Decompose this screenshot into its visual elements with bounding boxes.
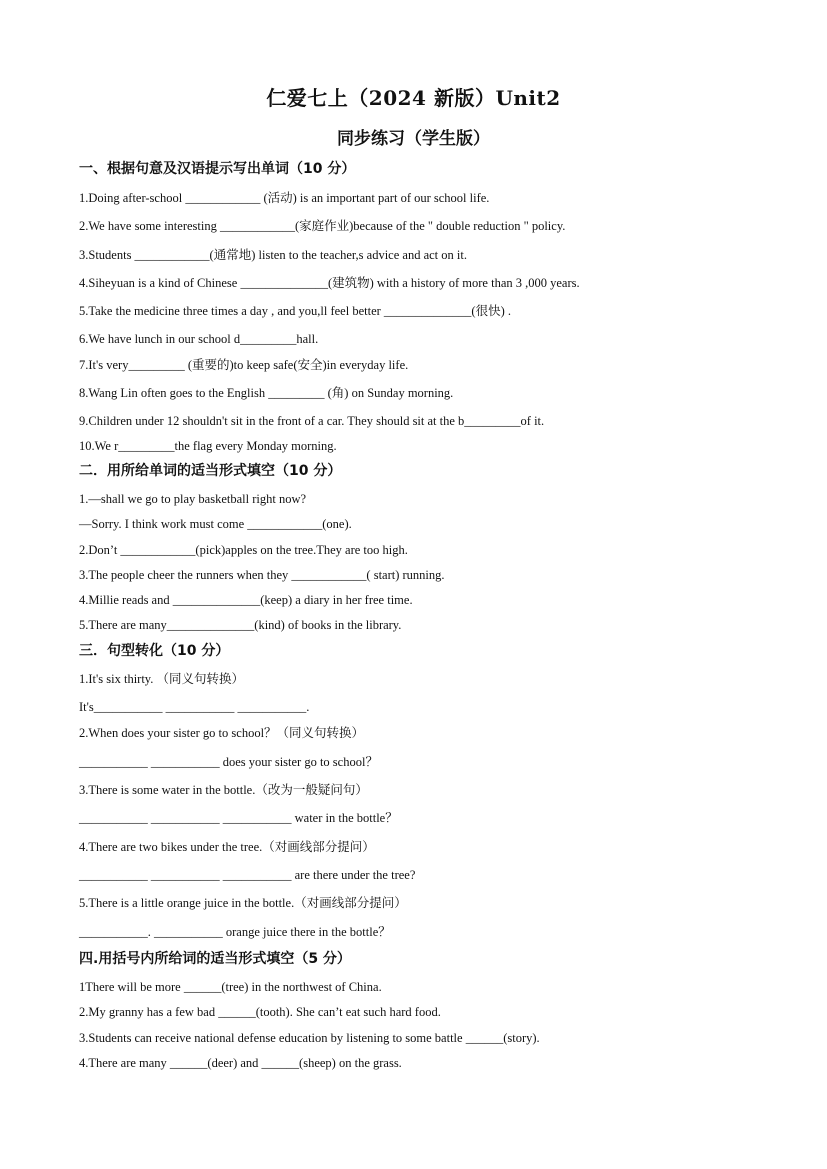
question-line: 8.Wang Lin often goes to the English _________ (角) on Sunday morning. [79,386,454,400]
question-line: 4.Siheyuan is a kind of Chinese ______________(建筑物) with a history of more than 3 ,000 years. [79,276,580,290]
section-heading-4: 四.用括号内所给词的适当形式填空（5 分） [79,951,351,967]
question-line: 9.Children under 12 shouldn't sit in the front of a car. They should sit at the b_________of it. [79,414,545,428]
question-line: 5.There are many______________(kind) of books in the library. [79,618,402,632]
answer-line: ___________ ___________ does your sister go to school？ [79,755,378,769]
question-line: 1There will be more ______(tree) in the northwest of China. [79,980,382,994]
answer-line: ___________ ___________ ___________ water in the bottle？ [79,811,398,825]
section-heading-1: 一、根据句意及汉语提示写出单词（10 分） [79,161,356,177]
page-subtitle: 同步练习（学生版） [337,129,490,149]
question-line: 6.We have lunch in our school d_________hall. [79,332,319,346]
question-line: 3.Students ____________(通常地) listen to the teacher,s advice and act on it. [79,248,467,262]
answer-line: ___________ ___________ ___________ are there under the tree? [79,868,416,882]
question-line: 1.Doing after-school ____________ (活动) is an important part of our school life. [79,191,490,205]
question-line: 10.We r_________the flag every Monday morning. [79,439,337,453]
question-line: 2.Don’t ____________(pick)apples on the tree.They are too high. [79,543,408,557]
page-title: 仁爱七上（2024 新版）Unit2 [266,86,561,110]
question-line: 3.There is some water in the bottle.（改为一般疑问句） [79,783,368,797]
question-line: 1.It's six thirty. （同义句转换） [79,672,244,686]
question-line: 3.Students can receive national defense education by listening to some battle ______(story). [79,1031,540,1045]
section-heading-2: 二．用所给单词的适当形式填空（10 分） [79,463,342,479]
question-line: 2.We have some interesting ____________(家庭作业)because of the " double reduction " policy. [79,219,566,233]
question-line: 4.There are many ______(deer) and ______(sheep) on the grass. [79,1056,402,1070]
question-line: 3.The people cheer the runners when they ____________( start) running. [79,568,445,582]
question-line: 4.There are two bikes under the tree.（对画线部分提问） [79,840,375,854]
question-line: 2.When does your sister go to school？（同义句转换） [79,726,365,740]
question-line: 5.Take the medicine three times a day , and you,ll feel better ______________(很快) . [79,304,511,318]
question-line: 5.There is a little orange juice in the bottle.（对画线部分提问） [79,896,407,910]
answer-line: It's___________ ___________ ___________. [79,700,310,714]
question-line: 7.It's very_________ (重要的)to keep safe(安全)in everyday life. [79,358,409,372]
section-heading-3: 三．句型转化（10 分） [79,643,230,659]
question-line: 2.My granny has a few bad ______(tooth). She can’t eat such hard food. [79,1005,441,1019]
question-line: —Sorry. I think work must come ____________(one). [79,517,352,531]
answer-line: ___________. ___________ orange juice there in the bottle？ [79,925,391,939]
question-line: 4.Millie reads and ______________(keep) a diary in her free time. [79,593,413,607]
question-line: 1.—shall we go to play basketball right now? [79,492,307,506]
